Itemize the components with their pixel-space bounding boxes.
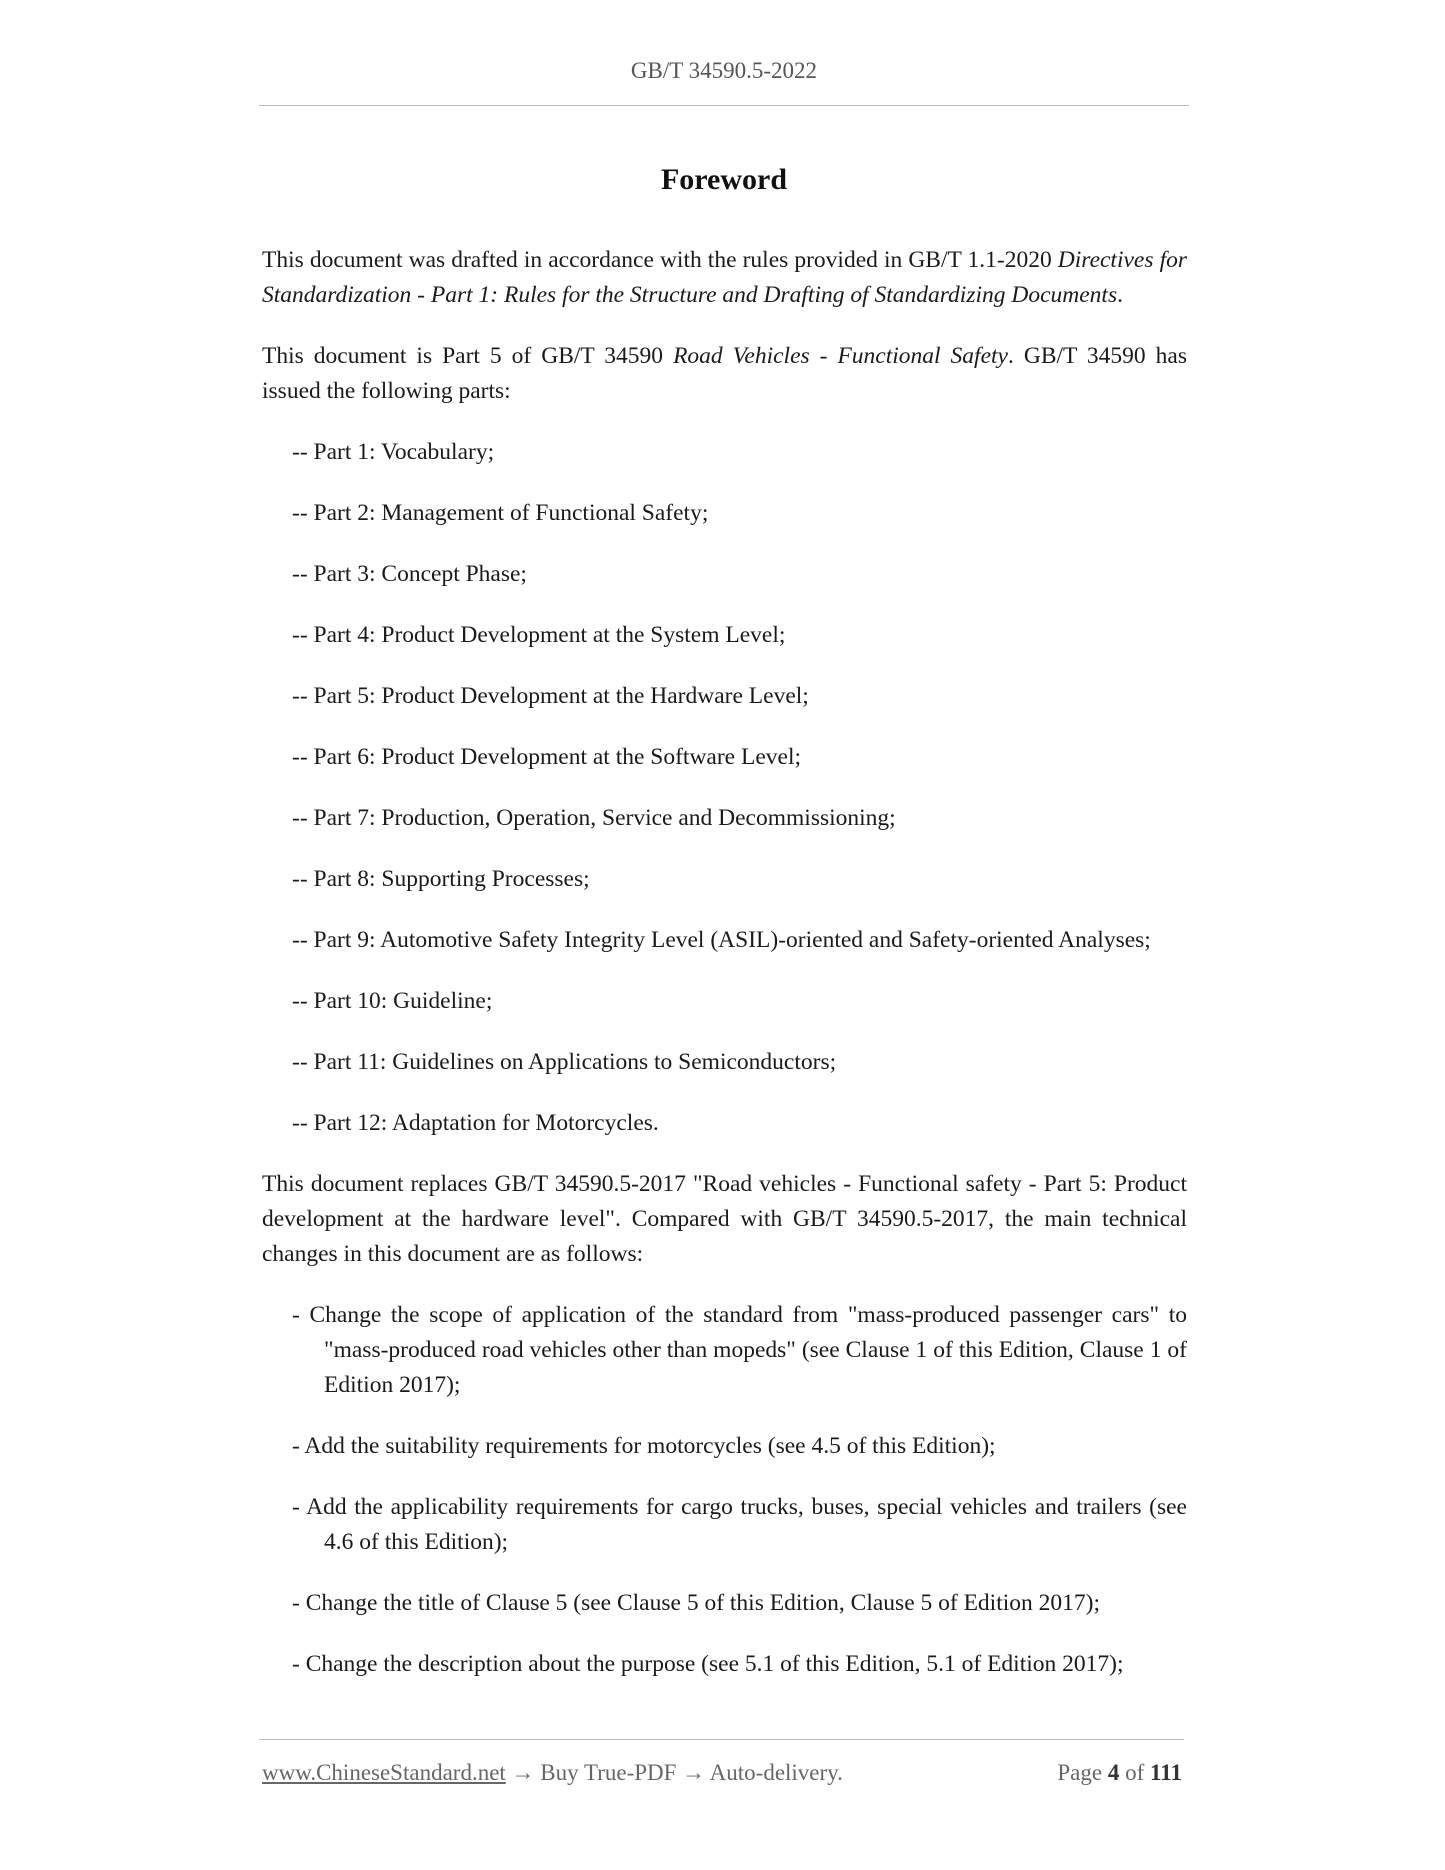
list-item: - Change the title of Clause 5 (see Clause 5 of this Edition, Clause 5 of Edition 2017);	[292, 1590, 1100, 1616]
page-footer	[262, 1760, 1182, 1792]
list-item: -- Part 12: Adaptation for Motorcycles.	[292, 1110, 659, 1136]
list-item: -- Part 5: Product Development at the Hardware Level;	[292, 683, 809, 709]
parts-list	[262, 435, 1187, 1141]
current-page: 4	[1107, 1760, 1120, 1785]
list-item: -- Part 6: Product Development at the Software Level;	[292, 744, 802, 770]
list-item: -- Part 11: Guidelines on Applications to Semiconductors;	[292, 1049, 837, 1075]
list-item: -- Part 9: Automotive Safety Integrity Level (ASIL)-oriented and Safety-oriented Analyses;	[292, 927, 1151, 953]
list-item: -- Part 4: Product Development at the System Level;	[292, 622, 786, 648]
intro-paragraph-2: This document is Part 5 of GB/T 34590 Road Vehicles - Functional Safety. GB/T 34590 has issued the following parts:	[262, 343, 1187, 404]
section-title: Foreword	[660, 163, 788, 196]
page-number: Page 4 of 111	[1057, 1760, 1182, 1785]
page-header	[259, 58, 1189, 84]
changes-list	[262, 1298, 1187, 1682]
list-item: -- Part 10: Guideline;	[292, 988, 493, 1014]
foreword-body	[262, 243, 1187, 1708]
header-divider	[259, 105, 1189, 106]
promo-text: → Buy True-PDF → Auto-delivery.	[505, 1760, 843, 1785]
list-item: -- Part 2: Management of Functional Safety;	[292, 500, 709, 526]
list-item: - Change the scope of application of the standard from "mass-produced passenger cars" to "mass-produced road vehicles other than mopeds" (see Clause 1 of this Edition, Clause 1 of Edition 2017);	[292, 1302, 1187, 1398]
list-item: - Change the description about the purpose (see 5.1 of this Edition, 5.1 of Edition 2017);	[292, 1651, 1124, 1677]
list-item: -- Part 7: Production, Operation, Service and Decommissioning;	[292, 805, 896, 831]
list-item: - Add the applicability requirements for cargo trucks, buses, special vehicles and trailers (see 4.6 of this Edition);	[292, 1494, 1187, 1555]
list-item: -- Part 8: Supporting Processes;	[292, 866, 590, 892]
directives-title: Directives for Standardization - Part 1: Rules for the Structure and Drafting of Standardizing Documents	[262, 247, 1187, 308]
footer-promo	[262, 1760, 843, 1786]
list-item: -- Part 1: Vocabulary;	[292, 439, 495, 465]
document-code: GB/T 34590.5-2022	[630, 58, 818, 83]
site-link[interactable]: www.ChineseStandard.net	[262, 1760, 506, 1785]
total-pages: 111	[1150, 1760, 1182, 1785]
intro-paragraph-1: This document was drafted in accordance with the rules provided in GB/T 1.1-2020 Directives for Standardization - Part 1: Rules for the Structure and Drafting of Standardizing Documents.	[262, 247, 1187, 308]
list-item: -- Part 3: Concept Phase;	[292, 561, 527, 587]
list-item: - Add the suitability requirements for motorcycles (see 4.5 of this Edition);	[292, 1433, 996, 1459]
standard-series-title: Road Vehicles - Functional Safety	[673, 343, 1008, 369]
replaces-paragraph: This document replaces GB/T 34590.5-2017 "Road vehicles - Functional safety - Part 5: Product development at the hardware level". Compared with GB/T 34590.5-2017, the main technical changes in this document are as follows:	[262, 1171, 1187, 1267]
footer-divider	[259, 1739, 1184, 1740]
